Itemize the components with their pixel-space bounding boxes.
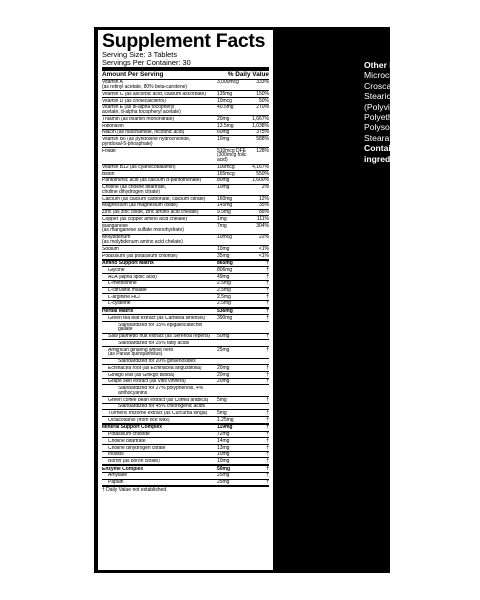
nutrient-daily-value: † xyxy=(266,273,269,280)
nutrient-daily-value: † xyxy=(266,409,269,416)
nutrient-amount: 100mcg xyxy=(217,164,235,171)
nutrient-name: Boron (as boron citrate) xyxy=(108,458,160,464)
nutrient-name: Standardized for 20% ginsenosides xyxy=(118,359,196,365)
nutrient-amount xyxy=(217,359,251,364)
nutrient-amount: 2.5mg xyxy=(217,287,231,294)
nutrient-name: Manganese (as manganese sulfate monohydrate) xyxy=(102,223,184,234)
nutrient-daily-value: † xyxy=(266,444,269,451)
nutrient-name: Enzyme Complex xyxy=(102,466,144,472)
nutrient-amount: 20mg xyxy=(217,378,230,385)
nutrient-daily-value: 375% xyxy=(256,129,269,136)
nutrient-amount: 10mcg xyxy=(217,97,232,104)
nutrient-name: Choline dihydrogen citrate xyxy=(108,445,166,451)
nutrient-row xyxy=(102,432,269,439)
nutrient-row xyxy=(102,404,269,411)
nutrient-name: Vitamin A (as retinyl acetate, 80% beta-carotene) xyxy=(102,80,188,90)
nutrient-daily-value: † xyxy=(266,260,269,267)
nutrient-row xyxy=(102,473,269,480)
nutrient-name: Biotin xyxy=(102,171,115,177)
nutrient-amount: 7mg xyxy=(217,222,227,229)
nutrient-row xyxy=(102,301,269,308)
nutrient-amount: 10mg xyxy=(217,457,230,464)
nutrient-row xyxy=(102,410,269,417)
nutrient-amount: 145mg xyxy=(217,202,233,209)
nutrient-name: Vitamin B12 (as cyanocobalamin) xyxy=(102,165,176,170)
nutrient-amount: 1.25mg xyxy=(217,416,234,423)
nutrient-amount: 13.5mg xyxy=(217,122,234,129)
nutrient-row xyxy=(102,105,269,117)
nutrient-amount: 49mg xyxy=(217,273,230,280)
nutrient-daily-value: † xyxy=(266,266,269,273)
nutrient-name: Copper (as copper amino acid chelate) xyxy=(102,216,188,222)
nutrient-name: American ginseng whole herb (as Panax quinquefolius) xyxy=(108,347,174,358)
nutrient-name: Choline bitartrate xyxy=(108,438,146,444)
nutrient-name: Octacosanol (from rice wax) xyxy=(108,417,170,423)
nutrient-row xyxy=(102,294,269,301)
nutrient-row xyxy=(102,480,269,487)
nutrient-amount: 80mg xyxy=(217,177,230,184)
nutrient-amount: 40.5mg xyxy=(217,104,234,111)
nutrient-name: Amylase xyxy=(108,473,128,479)
nutrient-row xyxy=(102,253,269,260)
nutrient-row xyxy=(102,185,269,197)
nutrient-amount: 25mg xyxy=(217,479,230,486)
nutrient-amount xyxy=(217,386,251,396)
nutrient-amount: 510mcg DFE (300mcg folic acid) xyxy=(217,147,247,164)
nutrient-amount: 10mg xyxy=(217,245,230,252)
nutrient-row xyxy=(102,98,269,105)
nutrient-daily-value: † xyxy=(266,424,269,431)
nutrient-name: Vitamin D (as cholecalciferol) xyxy=(102,98,166,104)
nutrient-row xyxy=(102,136,269,148)
nutrient-amount: 806mg xyxy=(217,266,233,273)
nutrient-daily-value: 270% xyxy=(256,104,269,111)
nutrient-daily-value: † xyxy=(266,396,269,403)
nutrient-name: Ginkgo leaf (as Ginkgo biloba) xyxy=(108,372,175,378)
nutrient-row xyxy=(102,148,269,165)
nutrient-name: ALA (alpha lipoic acid) xyxy=(108,274,157,280)
nutrient-row xyxy=(102,365,269,372)
nutrient-name: Zinc (as zinc oxide, zinc amino acid chelate) xyxy=(102,210,199,216)
nutrient-daily-value: 22% xyxy=(259,234,269,241)
nutrient-row xyxy=(102,171,269,178)
nutrient-daily-value: 2% xyxy=(261,184,269,191)
nutrient-name: Echinacea root (as Echinacea angustifolia) xyxy=(108,365,202,371)
nutrient-amount: 20mg xyxy=(217,115,230,122)
nutrient-row xyxy=(102,216,269,223)
nutrient-name: Glycine xyxy=(108,267,125,273)
nutrient-daily-value: 550% xyxy=(256,170,269,177)
nutrient-daily-value: <1% xyxy=(258,252,269,259)
nutrient-name: Molybdenum (as molybdenum amino acid chelate) xyxy=(102,235,183,245)
nutrient-daily-value: 35% xyxy=(259,202,269,209)
nutrient-daily-value: 1,038% xyxy=(252,122,269,129)
nutrient-daily-value: 588% xyxy=(256,135,269,142)
footnote: † Daily Value not established. xyxy=(102,486,269,494)
section-row xyxy=(102,465,269,473)
nutrient-amount: 20mg xyxy=(217,371,230,378)
nutrient-daily-value: 333% xyxy=(256,79,269,86)
nutrient-row xyxy=(102,91,269,98)
nutrient-row xyxy=(102,379,269,386)
nutrient-row xyxy=(102,116,269,123)
nutrient-name: Herbal Matrix xyxy=(102,309,134,315)
nutrient-amount: 10mg xyxy=(217,451,230,458)
nutrient-daily-value: † xyxy=(266,416,269,423)
nutrient-daily-value: 111% xyxy=(257,215,269,222)
nutrient-daily-value: † xyxy=(266,371,269,378)
nutrient-name: Calcium (as calcium carbonate, calcium citrate) xyxy=(102,196,206,202)
section-row xyxy=(102,260,269,268)
nutrient-amount: 50mg xyxy=(217,333,230,340)
allergen-statement: Contains sulfite and soy ingredients. xyxy=(364,143,464,164)
nutrient-amount: 1mg xyxy=(217,215,227,222)
nutrient-daily-value: † xyxy=(266,293,269,300)
nutrient-row xyxy=(102,210,269,217)
nutrient-row xyxy=(102,288,269,295)
nutrient-name: Grape skin extract (as Vitis vinifera) xyxy=(108,379,186,385)
nutrient-name: Vitamin C (as ascorbic acid, calcium ascorbate) xyxy=(102,91,206,97)
nutrient-daily-value: 50% xyxy=(259,97,269,104)
nutrient-row xyxy=(102,165,269,172)
nutrient-name: Niacin (as niacinamide, nicotinic acid) xyxy=(102,130,185,136)
servings-per-container: Servings Per Container: 30 xyxy=(102,57,191,67)
facts-rows xyxy=(102,80,269,487)
nutrient-amount: 13mg xyxy=(217,444,230,451)
nutrient-daily-value: † xyxy=(266,346,269,353)
nutrient-row xyxy=(102,340,269,347)
nutrient-row xyxy=(102,452,269,459)
nutrient-amount: 20mg xyxy=(217,364,230,371)
nutrient-amount: 72mg xyxy=(217,431,230,438)
nutrient-name: L-arginine HCl xyxy=(108,294,140,300)
serving-size: Serving Size: 3 Tablets xyxy=(102,50,178,59)
nutrient-daily-value: † xyxy=(266,314,269,321)
nutrient-name: L-methionine xyxy=(108,281,137,287)
nutrient-name: Vitamin B6 (as pyridoxine hydrochloride, pyridoxal-5-phosphate) xyxy=(102,136,191,147)
nutrient-row xyxy=(102,359,269,366)
facts-header xyxy=(102,71,269,80)
nutrient-name: Standardized for 25% fatty acids xyxy=(118,340,190,346)
nutrient-name: Turmeric rhizome extract (as Curcuma longa) xyxy=(108,410,208,416)
nutrient-name: Folate xyxy=(102,148,116,154)
nutrient-name: Green coffee bean extract (as Coffea arabica) xyxy=(108,397,209,403)
nutrient-daily-value xyxy=(251,323,269,333)
nutrient-name: Mineral Support Complex xyxy=(102,425,162,431)
nutrient-amount: 135mg xyxy=(217,90,233,97)
nutrient-amount: 25mg xyxy=(217,472,230,479)
nutrient-name: Riboflavin xyxy=(102,123,124,129)
nutrient-name: Inositol xyxy=(108,452,124,458)
section-row xyxy=(102,424,269,432)
supplement-facts-title: Supplement Facts xyxy=(102,30,266,52)
nutrient-amount: 165mcg xyxy=(217,170,235,177)
nutrient-name: Thiamin (as thiamin mononitrate) xyxy=(102,116,175,122)
nutrient-amount: 25mg xyxy=(217,346,230,353)
amount-per-serving-label: Amount Per Serving xyxy=(102,71,164,79)
nutrient-name: Potassium (as potassium chloride) xyxy=(102,253,178,259)
nutrient-amount: 5mg xyxy=(217,396,227,403)
nutrient-row xyxy=(102,130,269,137)
nutrient-amount: 5mg xyxy=(217,409,227,416)
nutrient-row xyxy=(102,397,269,404)
nutrient-amount: 10mg xyxy=(217,135,230,142)
nutrient-name: L-cysteine xyxy=(108,301,131,307)
nutrient-row xyxy=(102,322,269,334)
nutrient-daily-value: 304% xyxy=(256,222,269,229)
other-ingredients-title: Other Ingredients: xyxy=(364,60,439,70)
nutrient-amount: 60mg xyxy=(217,129,230,136)
nutrient-name: Vitamin E (as dl-alpha tocopheryl acetate, d-alpha tocopheryl acetate) xyxy=(102,105,181,116)
nutrient-daily-value: † xyxy=(266,300,269,307)
other-ingredients-text: Microcrystalline Cellulose, Croscarmellose Sodium, Stearic Acid, Coating (Polyvinyl Alcohol, Talc, Polyethylene Glycol, Polysorbate 80), Magnesium Stearate, Silicon Dioxide. xyxy=(364,70,474,143)
nutrient-row xyxy=(102,458,269,465)
nutrient-row xyxy=(102,123,269,130)
nutrient-daily-value xyxy=(251,359,269,364)
nutrient-amount: 50mg xyxy=(217,465,230,472)
nutrient-daily-value: † xyxy=(266,364,269,371)
nutrient-amount xyxy=(217,404,251,409)
nutrient-name: Magnesium (as magnesium oxide) xyxy=(102,203,178,209)
nutrient-amount: 10mcg xyxy=(217,234,232,241)
nutrient-daily-value: † xyxy=(266,465,269,472)
nutrient-row xyxy=(102,80,269,92)
nutrient-amount: 2.5mg xyxy=(217,293,231,300)
nutrient-row xyxy=(102,267,269,274)
nutrient-name: Standardized for 15% epigallocatechin gallate xyxy=(118,322,203,333)
nutrient-amount: 2.5mg xyxy=(217,300,231,307)
nutrient-daily-value: † xyxy=(266,437,269,444)
nutrient-name: Saw palmetto fruit extract (as Serenoa repens) xyxy=(108,334,211,340)
nutrient-daily-value xyxy=(251,404,269,409)
nutrient-daily-value: 1,667% xyxy=(252,115,269,122)
other-ingredients xyxy=(364,60,480,164)
nutrient-daily-value: † xyxy=(266,472,269,479)
nutrient-name: Papain xyxy=(108,480,124,485)
nutrient-row xyxy=(102,438,269,445)
nutrient-name: Amino Support Matrix xyxy=(102,261,154,267)
nutrient-amount: 2.5mg xyxy=(217,280,231,287)
nutrient-row xyxy=(102,246,269,253)
nutrient-amount: 390mg xyxy=(217,314,233,321)
daily-value-label: % Daily Value xyxy=(227,71,269,79)
nutrient-daily-value: † xyxy=(266,451,269,458)
nutrient-amount: 160mg xyxy=(217,195,233,202)
nutrient-daily-value: 150% xyxy=(256,90,269,97)
nutrient-daily-value: † xyxy=(266,333,269,340)
nutrient-daily-value: † xyxy=(266,287,269,294)
nutrient-name: Pantothenic acid (as calcium d-pantothenate) xyxy=(102,178,202,184)
nutrient-daily-value: † xyxy=(266,457,269,464)
nutrient-row xyxy=(102,445,269,452)
nutrient-row xyxy=(102,372,269,379)
nutrient-row xyxy=(102,385,269,397)
nutrient-name: Standardized for 45% chlorogenic acids xyxy=(118,404,206,410)
nutrient-daily-value: <1% xyxy=(258,245,269,252)
nutrient-row xyxy=(102,178,269,185)
nutrient-daily-value: 12% xyxy=(259,195,269,202)
nutrient-row xyxy=(102,223,269,235)
nutrient-daily-value: † xyxy=(266,308,269,315)
nutrient-name: Green tea leaf extract (as Camellia sinensis) xyxy=(108,315,206,321)
nutrient-row xyxy=(102,235,269,247)
nutrient-row xyxy=(102,417,269,424)
nutrient-name: Standardized for 27% polyphenols, 4% anthocyanins xyxy=(118,385,204,396)
nutrient-daily-value: † xyxy=(266,280,269,287)
nutrient-row xyxy=(102,315,269,322)
nutrient-row xyxy=(102,334,269,341)
nutrient-daily-value xyxy=(251,341,269,346)
nutrient-row xyxy=(102,274,269,281)
nutrient-name: Choline (as choline bitartrate, choline dihydrogen citrate) xyxy=(102,185,167,195)
nutrient-amount: 9.5mg xyxy=(217,209,231,216)
nutrient-amount xyxy=(217,323,251,333)
nutrient-name: L-citrulline malate xyxy=(108,288,147,293)
nutrient-amount xyxy=(217,341,251,346)
nutrient-row xyxy=(102,281,269,288)
nutrient-daily-value: 86% xyxy=(259,209,269,216)
nutrient-amount: 14mg xyxy=(217,437,230,444)
nutrient-daily-value xyxy=(251,386,269,396)
nutrient-amount: 119mg xyxy=(217,424,233,431)
nutrient-row xyxy=(102,347,269,359)
nutrient-amount: 536mg xyxy=(217,308,233,315)
supplement-facts-box xyxy=(98,30,273,570)
nutrient-amount: 3,000mcg xyxy=(217,79,239,86)
nutrient-name: Potassium chloride xyxy=(108,432,150,437)
nutrient-amount: 865mg xyxy=(217,260,233,267)
nutrient-daily-value: 4,167% xyxy=(252,164,269,171)
nutrient-daily-value: † xyxy=(266,378,269,385)
nutrient-daily-value: † xyxy=(266,431,269,438)
nutrient-amount: 10mg xyxy=(217,184,230,191)
nutrient-row xyxy=(102,196,269,203)
nutrient-amount: 35mg xyxy=(217,252,230,259)
label-panel xyxy=(94,27,474,573)
nutrient-daily-value: 128% xyxy=(256,147,269,154)
nutrient-row xyxy=(102,203,269,210)
section-row xyxy=(102,308,269,316)
nutrient-name: Sodium xyxy=(102,246,119,252)
nutrient-daily-value: 1,600% xyxy=(252,177,269,184)
nutrient-daily-value: † xyxy=(266,479,269,486)
